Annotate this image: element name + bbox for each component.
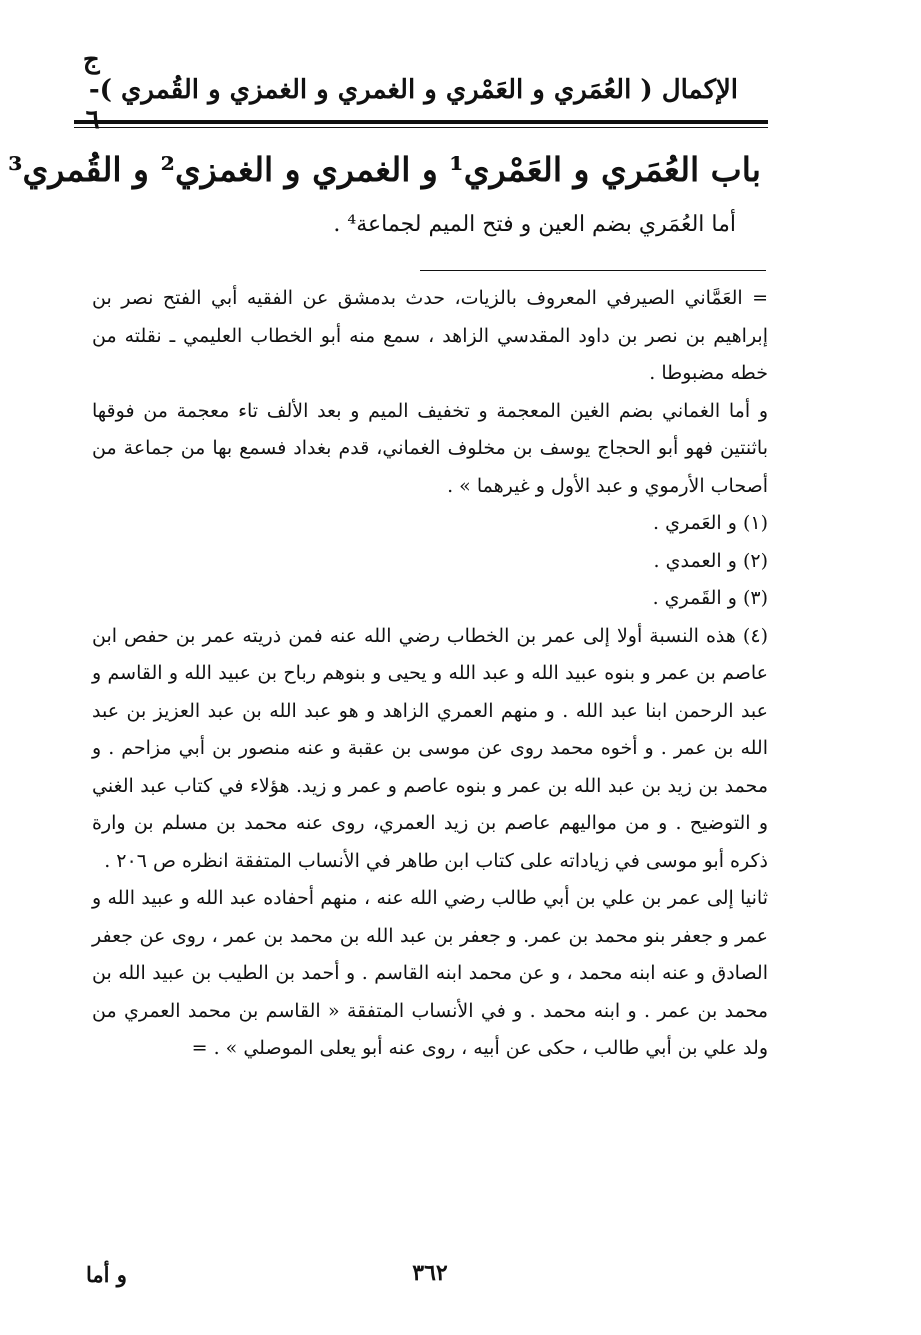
page-number: ٣٦٢ <box>412 1260 448 1286</box>
footnote-continuation: = العَمَّاني الصيرفي المعروف بالزيات، حدث بدمشق عن الفقيه أبي الفتح نصر بن إبراهيم بن نصر بن داود المقدسي الزاهد ، سمع منه أبو الخطاب العليمي ـ نقلته من خطه مضبوطا . <box>92 287 768 384</box>
footnote-rule <box>420 270 766 271</box>
footnote-1: (١) و العَمري . <box>653 512 768 534</box>
header-rule-thick <box>74 120 768 124</box>
running-header <box>78 45 738 112</box>
footnote-paragraph: و أما الغماني بضم الغين المعجمة و تخفيف الميم و بعد الألف تاء معجمة من فوقها باثنتين فهو أبو الحجاج يوسف بن مخلوف الغماني، قدم بغداد فسمع بها من جماعة من أصحاب الأرموي و عبد الأول و غيرهما » . <box>92 399 768 497</box>
volume-label: ج - <box>82 45 100 105</box>
footnote-4: (٤) هذه النسبة أولا إلى عمر بن الخطاب رضي الله عنه فمن ذريته عمر بن حفص ابن عاصم بن عمر و بنوه عبيد الله و عبد الله و يحيى و بنوهم رباح بن عبيد الله و القاسم و عبد الرحمن ابنا عبد الله . و منهم العمري الزاهد و هو عبد الله بن عبد العزيز بن عبد الله بن عمر . و أخوه محمد روى عن موسى بن عقبة و عنه منصور بن أبي مزاحم . و محمد بن زيد بن عبد الله بن عمر و بنوه عاصم و عمر و زيد. هؤلاء في كتاب عبد الغني و التوضيح . و من مواليهم عاصم بن زيد العمري، روى عنه محمد بن مسلم بن وارة ذكره أبو موسى في زياداته على كتاب ابن طاهر في الأنساب المتفقة انظره ص ٢٠٦ . <box>92 624 768 872</box>
running-title: الإكمال ( العُمَري و العَمْري و الغمري و الغمزي و القُمري ) <box>99 75 738 105</box>
header-rule-thin <box>74 127 768 128</box>
chapter-heading: باب العُمَري و العَمْري¹ و الغمري و الغمزي² و القُمري³ <box>8 150 761 189</box>
catchword: و أما <box>86 1262 127 1287</box>
footnotes <box>92 280 768 1068</box>
footnote-3: (٣) و القَمري . <box>652 587 768 609</box>
footnote-2: (٢) و العمدي . <box>653 549 768 572</box>
footnote-4-continued: ثانيا إلى عمر بن علي بن أبي طالب رضي الله عنه ، منهم أحفاده عبد الله و عبيد الله و عمر و جعفر بنو محمد بن عمر. و جعفر بن عبد الله بن محمد بن عمر ، روى عن جعفر الصادق و عنه ابنه محمد ، و عن محمد ابنه القاسم . و أحمد بن الطيب بن عبيد الله بن محمد بن عمر . و ابنه محمد . و في الأنساب المتفقة « القاسم بن محمد العمري من ولد علي بن أبي طالب ، حكى عن أبيه ، روى عنه أبو يعلى الموصلي » . = <box>92 887 768 1059</box>
chapter-intro: أما العُمَري بضم العين و فتح الميم لجماعة⁴ . <box>333 212 736 237</box>
